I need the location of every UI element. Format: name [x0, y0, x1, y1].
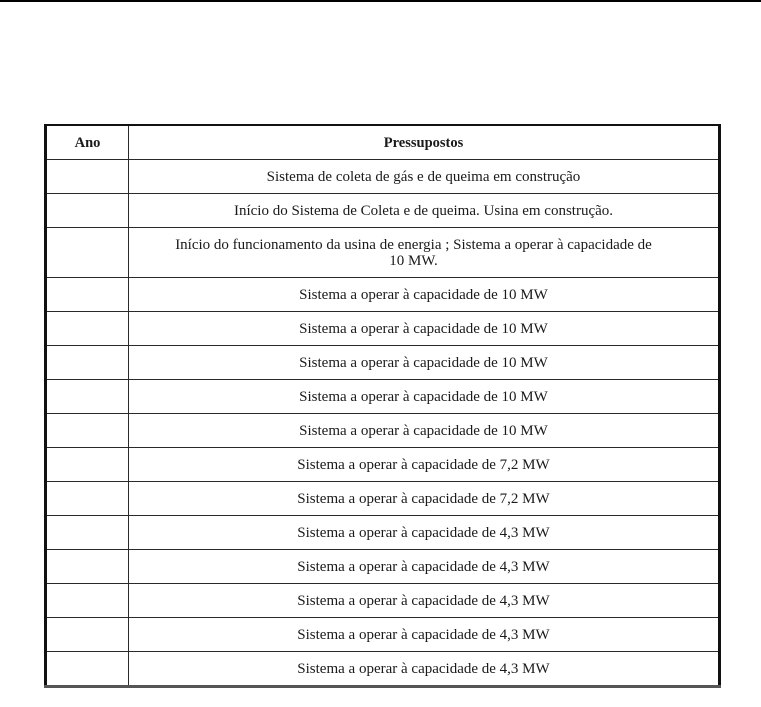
cell-ano [46, 194, 129, 228]
cell-pressupostos: Início do Sistema de Coleta e de queima. Usina em construção. [129, 194, 720, 228]
table-row [46, 194, 720, 228]
cell-pressupostos: Sistema a operar à capacidade de 10 MW [129, 414, 720, 448]
cell-pressupostos: Início do funcionamento da usina de energia ; Sistema a operar à capacidade de 10 MW. [129, 228, 720, 278]
assumptions-table [44, 124, 721, 688]
cell-pressupostos: Sistema a operar à capacidade de 10 MW [129, 380, 720, 414]
cell-pressupostos: Sistema a operar à capacidade de 10 MW [129, 346, 720, 380]
cell-ano [46, 346, 129, 380]
table-row [46, 346, 720, 380]
cell-ano [46, 312, 129, 346]
cell-ano [46, 160, 129, 194]
table-row [46, 228, 720, 278]
header-pressupostos: Pressupostos [129, 125, 720, 160]
cell-ano [46, 448, 129, 482]
cell-ano [46, 278, 129, 312]
cell-ano [46, 584, 129, 618]
cell-ano [46, 652, 129, 687]
cell-ano [46, 550, 129, 584]
cell-pressupostos: Sistema a operar à capacidade de 10 MW [129, 312, 720, 346]
cell-ano [46, 380, 129, 414]
table-body [46, 160, 720, 687]
table-row [46, 652, 720, 687]
cell-pressupostos: Sistema a operar à capacidade de 7,2 MW [129, 482, 720, 516]
table-row [46, 414, 720, 448]
cell-pressupostos: Sistema a operar à capacidade de 10 MW [129, 278, 720, 312]
cell-pressupostos: Sistema de coleta de gás e de queima em construção [129, 160, 720, 194]
table-row [46, 380, 720, 414]
assumptions-table-container [44, 124, 718, 688]
table-row [46, 516, 720, 550]
header-ano: Ano [46, 125, 129, 160]
cell-pressupostos: Sistema a operar à capacidade de 4,3 MW [129, 550, 720, 584]
table-row [46, 482, 720, 516]
cell-pressupostos: Sistema a operar à capacidade de 4,3 MW [129, 584, 720, 618]
cell-ano [46, 618, 129, 652]
cell-pressupostos: Sistema a operar à capacidade de 4,3 MW [129, 652, 720, 687]
cell-pressupostos: Sistema a operar à capacidade de 4,3 MW [129, 516, 720, 550]
table-header-row [46, 125, 720, 160]
cell-ano [46, 516, 129, 550]
table-row [46, 618, 720, 652]
table-row [46, 550, 720, 584]
cell-pressupostos: Sistema a operar à capacidade de 7,2 MW [129, 448, 720, 482]
table-row [46, 584, 720, 618]
cell-ano [46, 228, 129, 278]
table-row [46, 312, 720, 346]
table-row [46, 448, 720, 482]
page-top-rule [0, 0, 761, 2]
cell-pressupostos: Sistema a operar à capacidade de 4,3 MW [129, 618, 720, 652]
table-row [46, 278, 720, 312]
table-row [46, 160, 720, 194]
cell-ano [46, 482, 129, 516]
cell-ano [46, 414, 129, 448]
